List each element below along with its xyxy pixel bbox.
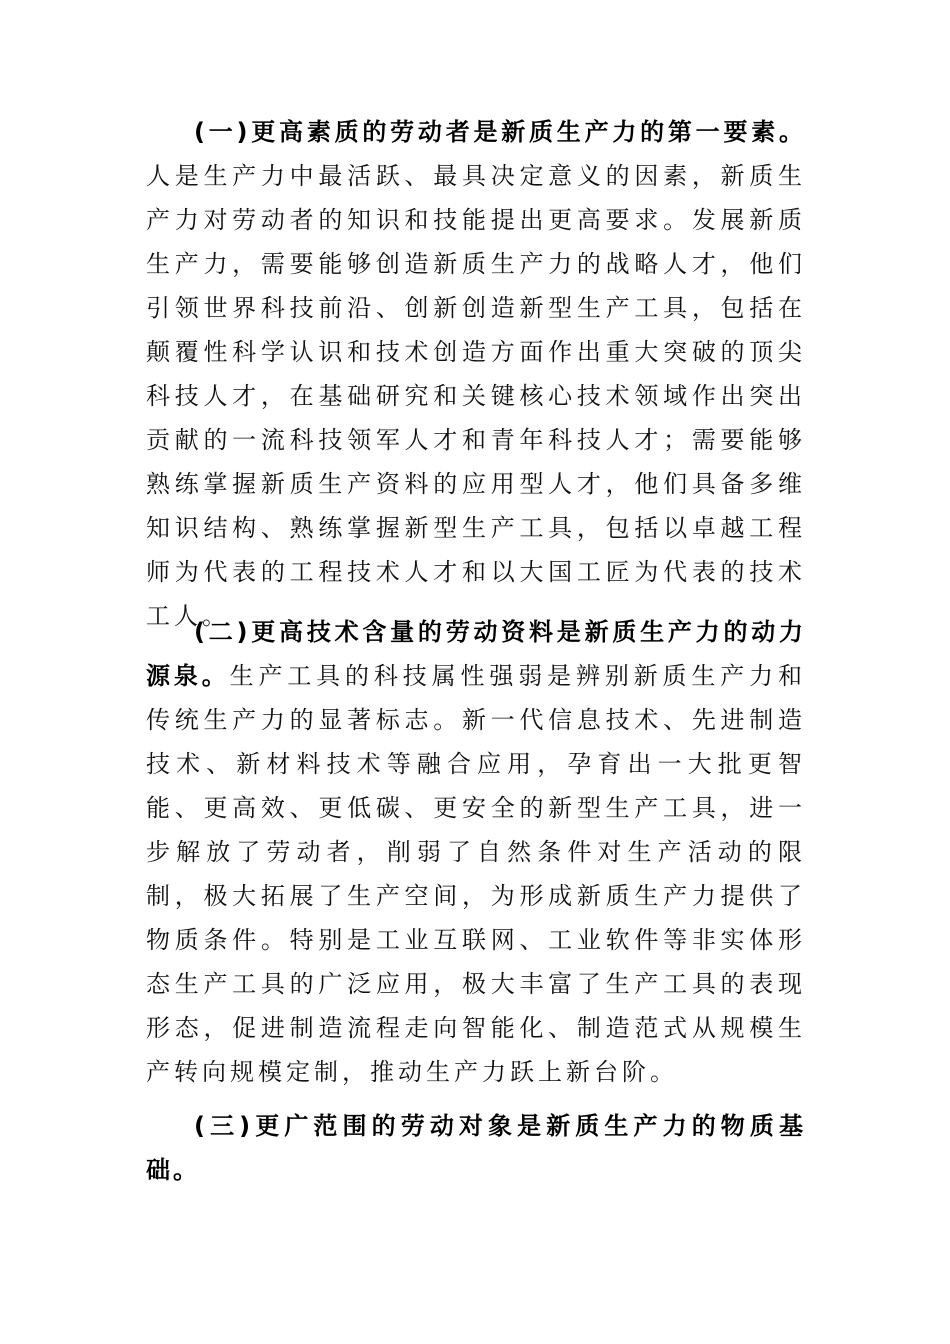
section-paragraph: [146, 610, 806, 1094]
section-body: 生产工具的科技属性强弱是辨别新质生产力和传统生产力的显著标志。新一代信息技术、先进制造技术、新材料技术等融合应用，孕育出一大批更智能、更高效、更低碳、更安全的新型生产工具，进一步解放了劳动者，削弱了自然条件对生产活动的限制，极大拓展了生产空间，为形成新质生产力提供了物质条件。特别是工业互联网、工业软件等非实体形态生产工具的广泛应用，极大丰富了生产工具的表现形态，促进制造流程走向智能化、制造范式从规模生产转向规模定制，推动生产力跃上新台阶。: [146, 662, 807, 1086]
section-heading: (一)更高素质的劳动者是新质生产力的第一要素。: [194, 118, 806, 146]
section-heading: (三)更广范围的劳动对象是新质生产力的物质基础。: [146, 1112, 806, 1184]
section-heading: (二)更高技术含量的劳动资料是新质生产力的动力源泉。: [146, 618, 806, 690]
section-body: 人是生产力中最活跃、最具决定意义的因素，新质生产力对劳动者的知识和技能提出更高要求。发展新质生产力，需要能够创造新质生产力的战略人才，他们引领世界科技前沿、创新创造新型生产工具，包括在颠覆性科学认识和技术创造方面作出重大突破的顶尖科技人才，在基础研究和关键核心技术领域作出突出贡献的一流科技领军人才和青年科技人才；需要能够熟练掌握新质生产资料的应用型人才，他们具备多维知识结构、熟练掌握新型生产工具，包括以卓越工程师为代表的工程技术人才和以大国工匠为代表的技术工人。: [146, 162, 806, 630]
section-paragraph: [146, 110, 806, 638]
section-paragraph: [146, 1104, 806, 1192]
